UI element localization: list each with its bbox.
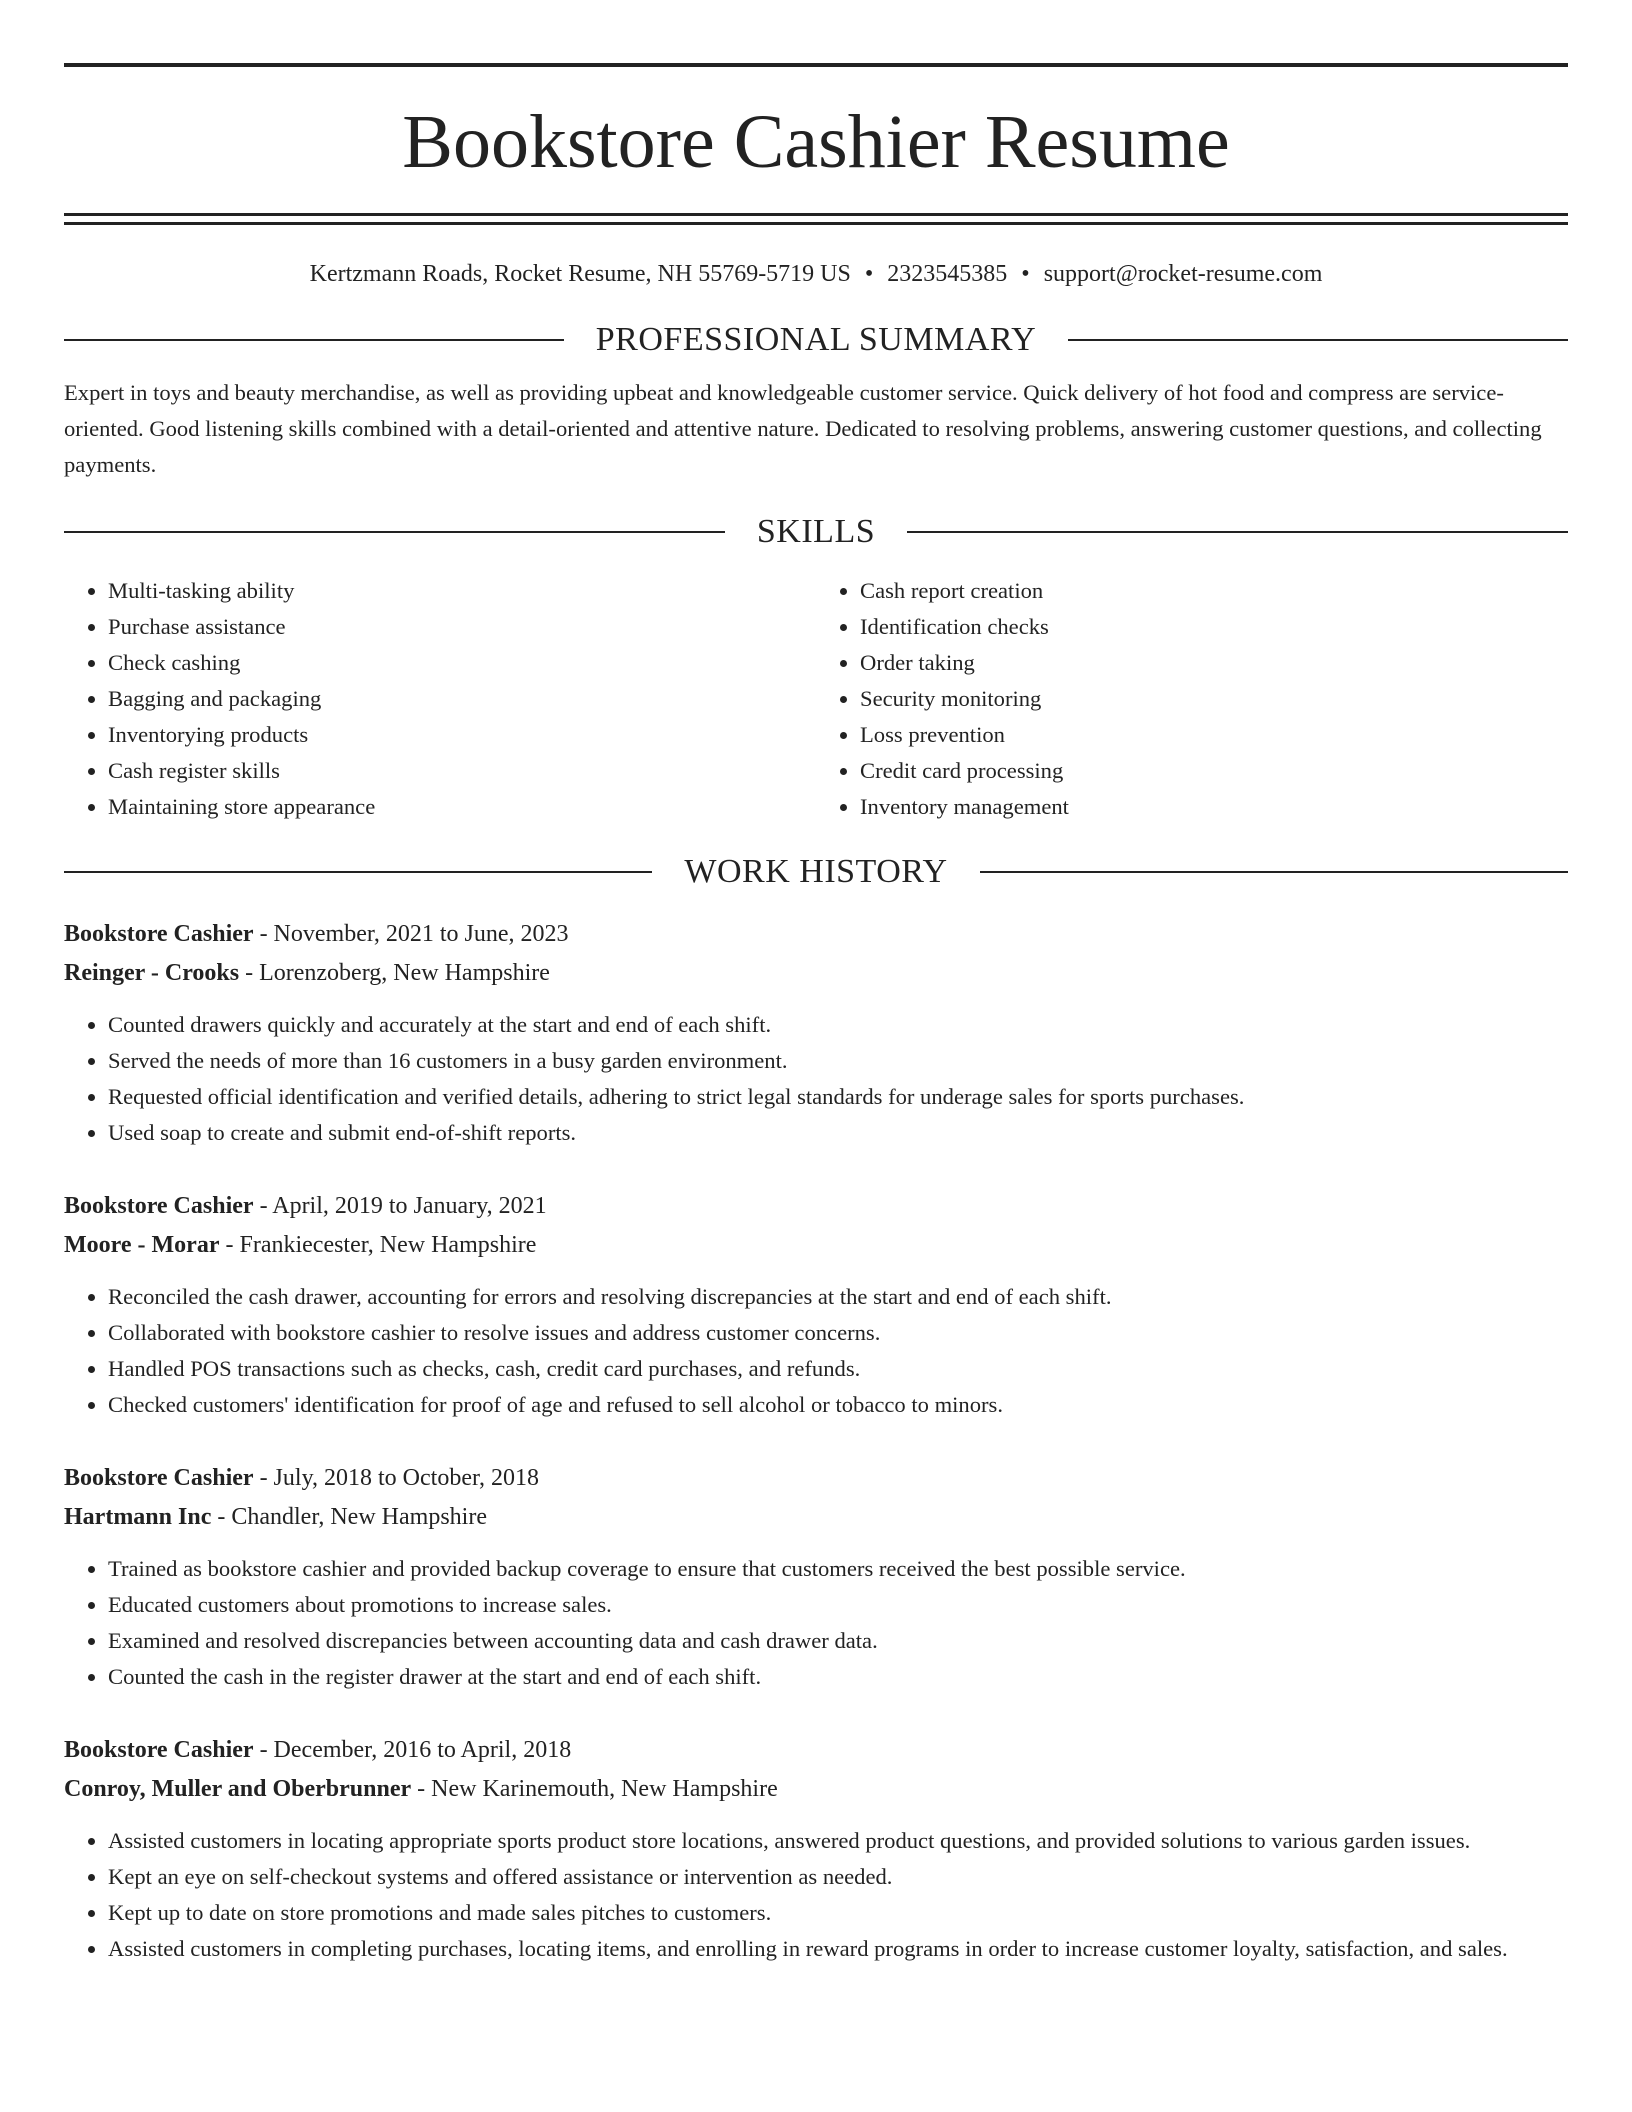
contact-phone: 2323545385	[887, 261, 1008, 287]
heading-rule-left	[64, 871, 652, 873]
job-bullet: • Collaborated with bookstore cashier to resolve issues and address customer concerns.	[108, 1315, 1568, 1351]
skill-item: • Inventorying products	[108, 717, 816, 753]
job-location: - Frankiecester, New Hampshire	[219, 1232, 537, 1258]
skills-columns	[64, 573, 1568, 825]
skill-item: • Order taking	[860, 645, 1568, 681]
job-title: Bookstore Cashier	[64, 1465, 254, 1491]
skill-item: • Security monitoring	[860, 681, 1568, 717]
heading-rule-left	[64, 531, 725, 533]
job-bullet: • Trained as bookstore cashier and provided backup coverage to ensure that customers received the best possible service.	[108, 1551, 1568, 1587]
skill-item: • Identification checks	[860, 609, 1568, 645]
job-bullets	[64, 1279, 1568, 1423]
job-bullet: • Kept up to date on store promotions and made sales pitches to customers.	[108, 1895, 1568, 1931]
job-bullets	[64, 1823, 1568, 1967]
contact-line	[64, 259, 1568, 289]
job-company-line	[64, 954, 1568, 993]
skill-item: • Maintaining store appearance	[108, 789, 816, 825]
job-bullet: • Counted the cash in the register drawer at the start and end of each shift.	[108, 1659, 1568, 1695]
job-dates: - November, 2021 to June, 2023	[253, 921, 569, 947]
job-company-line	[64, 1770, 1568, 1809]
contact-address: Kertzmann Roads, Rocket Resume, NH 55769-5719 US	[309, 261, 851, 287]
resume-title: Bookstore Cashier Resume	[402, 100, 1230, 184]
top-rule	[64, 63, 1568, 67]
skills-list-right	[816, 573, 1568, 825]
contact-separator: •	[1021, 261, 1030, 287]
skill-item: • Credit card processing	[860, 753, 1568, 789]
job-entry	[64, 915, 1568, 1151]
skill-item: • Bagging and packaging	[108, 681, 816, 717]
job-bullet: • Handled POS transactions such as checks, cash, credit card purchases, and refunds.	[108, 1351, 1568, 1387]
job-bullet: • Examined and resolved discrepancies between accounting data and cash drawer data.	[108, 1623, 1568, 1659]
job-bullets	[64, 1007, 1568, 1151]
contact-email: support@rocket-resume.com	[1043, 261, 1323, 287]
job-title-line	[64, 915, 1568, 954]
heading-rule-left	[64, 339, 564, 341]
job-company: Hartmann Inc	[64, 1504, 212, 1530]
section-title: PROFESSIONAL SUMMARY	[595, 321, 1037, 358]
job-company-line	[64, 1226, 1568, 1265]
section-heading-work-history	[64, 851, 1568, 893]
job-dates: - July, 2018 to October, 2018	[253, 1465, 540, 1491]
job-location: - Chandler, New Hampshire	[211, 1504, 487, 1530]
skill-item: • Loss prevention	[860, 717, 1568, 753]
contact-separator: •	[864, 261, 874, 287]
skill-item: • Cash report creation	[860, 573, 1568, 609]
job-dates: - December, 2016 to April, 2018	[253, 1737, 572, 1763]
job-entry	[64, 1187, 1568, 1423]
job-bullet: • Used soap to create and submit end-of-shift reports.	[108, 1115, 1568, 1151]
heading-rule-right	[907, 531, 1568, 533]
skill-item: • Multi-tasking ability	[108, 573, 816, 609]
job-title: Bookstore Cashier	[64, 921, 254, 947]
section-heading-summary	[64, 319, 1568, 361]
job-company: Conroy, Muller and Oberbrunner	[64, 1776, 412, 1802]
job-title-line	[64, 1731, 1568, 1770]
job-title-line	[64, 1187, 1568, 1226]
job-title: Bookstore Cashier	[64, 1193, 254, 1219]
job-title: Bookstore Cashier	[64, 1737, 254, 1763]
skill-item: • Check cashing	[108, 645, 816, 681]
section-heading-skills	[64, 511, 1568, 553]
job-title-line	[64, 1459, 1568, 1498]
job-company-line	[64, 1498, 1568, 1537]
job-bullet: • Counted drawers quickly and accurately at the start and end of each shift.	[108, 1007, 1568, 1043]
heading-rule-right	[1068, 339, 1568, 341]
skill-item: • Cash register skills	[108, 753, 816, 789]
job-location: - New Karinemouth, New Hampshire	[411, 1776, 778, 1802]
job-entry	[64, 1459, 1568, 1695]
summary-paragraph: Expert in toys and beauty merchandise, as well as providing upbeat and knowledgeable customer service. Quick delivery of hot food and compress are service-oriented. Good listening skills combined with a detail-oriented and attentive nature. Dedicated to resolving problems, answering customer questions, and collecting payments.	[64, 380, 1542, 477]
job-company: Reinger - Crooks	[64, 960, 240, 986]
job-bullet: • Assisted customers in completing purchases, locating items, and enrolling in reward programs in order to increase customer loyalty, satisfaction, and sales.	[108, 1931, 1568, 1967]
job-bullet: • Educated customers about promotions to increase sales.	[108, 1587, 1568, 1623]
job-bullet: • Assisted customers in locating appropriate sports product store locations, answered product questions, and provided solutions to various garden issues.	[108, 1823, 1568, 1859]
job-bullet: • Checked customers' identification for proof of age and refused to sell alcohol or tobacco to minors.	[108, 1387, 1568, 1423]
resume-page	[64, 0, 1568, 1967]
skills-list-left	[64, 573, 816, 825]
job-bullet: • Reconciled the cash drawer, accounting for errors and resolving discrepancies at the start and end of each shift.	[108, 1279, 1568, 1315]
job-bullet: • Requested official identification and verified details, adhering to strict legal standards for underage sales for sports purchases.	[108, 1079, 1568, 1115]
job-bullet: • Kept an eye on self-checkout systems and offered assistance or intervention as needed.	[108, 1859, 1568, 1895]
job-company: Moore - Morar	[64, 1232, 220, 1258]
title-double-rule	[64, 213, 1568, 225]
job-dates: - April, 2019 to January, 2021	[253, 1193, 547, 1219]
job-location: - Lorenzoberg, New Hampshire	[239, 960, 550, 986]
skill-item: • Purchase assistance	[108, 609, 816, 645]
heading-rule-right	[980, 871, 1568, 873]
skill-item: • Inventory management	[860, 789, 1568, 825]
job-bullet: • Served the needs of more than 16 customers in a busy garden environment.	[108, 1043, 1568, 1079]
section-title: SKILLS	[756, 513, 876, 550]
job-bullets	[64, 1551, 1568, 1695]
job-entry	[64, 1731, 1568, 1967]
section-title: WORK HISTORY	[684, 853, 948, 890]
